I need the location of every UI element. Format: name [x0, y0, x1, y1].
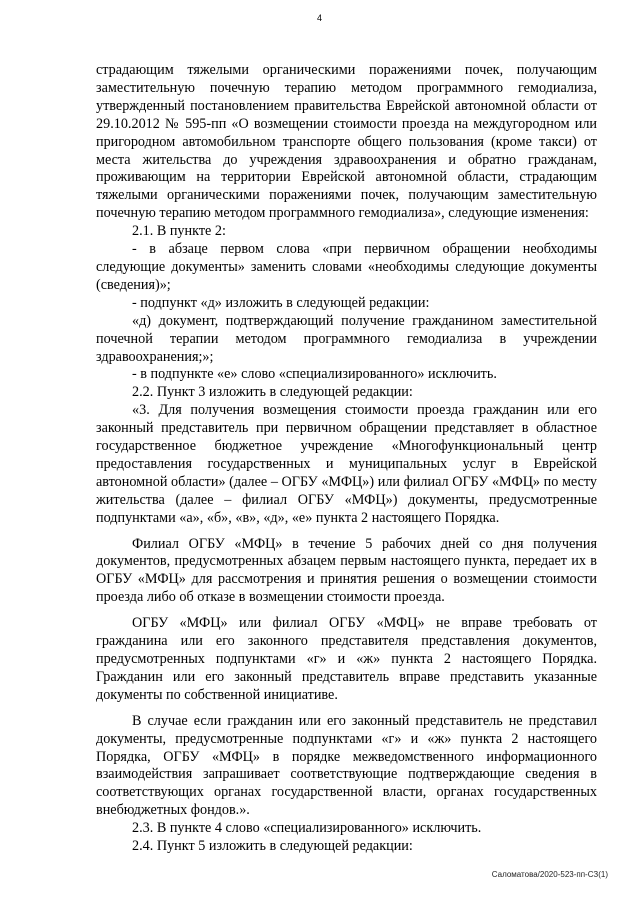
paragraph-branch-transfer: Филиал ОГБУ «МФЦ» в течение 5 рабочих дней со дня получения документов, предусмотренных абзацем первым настоящего пункта, передает их в ОГБУ «МФЦ» для рассмотрения и принятия решения о возмещении стоимости проезда либо об отказе в возмещении стоимости проезда. — [96, 535, 597, 606]
paragraph-2-1-heading: 2.1. В пункте 2: — [132, 223, 226, 240]
paragraph-2-3: 2.3. В пункте 4 слово «специализированного» исключить. — [132, 820, 482, 837]
paragraph-2-2-heading: 2.2. Пункт 3 изложить в следующей редакции: — [132, 384, 413, 401]
paragraph-intro: страдающим тяжелыми органическими поражениями почек, получающим заместительную почечную терапию методом программного гемодиализа, утвержденный постановлением правительства Еврейской автономной области от 29.10.2012 № 595-пп «О возмещении стоимости проезда на междугородном или пригородном автомобильном транспорте общего пользования (кроме такси) от места жительства до учреждения здравоохранения и обратно гражданам, проживающим на территории Еврейской автономной области, страдающим тяжелыми органическими поражениями почек, получающим заместительную почечную терапию методом программного гемодиализа», следующие изменения: — [96, 62, 597, 222]
page-number: 4 — [316, 13, 322, 23]
paragraph-2-4: 2.4. Пункт 5 изложить в следующей редакции: — [132, 838, 413, 855]
paragraph-no-require: ОГБУ «МФЦ» или филиал ОГБУ «МФЦ» не вправе требовать от гражданина или его законного представителя представления документов, предусмотренных подпунктами «г» и «ж» пункта 2 настоящего Порядка. Гражданин или его законный представитель вправе представить указанные документы по собственной инициативе. — [96, 615, 597, 703]
paragraph-subitem-d-text: «д) документ, подтверждающий получение гражданином заместительной почечной терапии методом программного гемодиализа в учреждении здравоохранения;»; — [96, 312, 597, 365]
paragraph-2-1-item-e: - в подпункте «е» слово «специализированного» исключить. — [132, 366, 497, 383]
paragraph-point-3: «3. Для получения возмещения стоимости проезда гражданин или его законный представитель при первичном обращении представляет в областное государственное бюджетное учреждение «Многофункциональный центр предоставления государственных и муниципальных услуг в Еврейской автономной области» (далее – ОГБУ «МФЦ») или филиал ОГБУ «МФЦ» по месту жительства (далее – филиал ОГБУ «МФЦ») документы, предусмотренные подпунктами «а», «б», «в», «д», «е» пункта 2 настоящего Порядка. — [96, 402, 597, 526]
paragraph-interagency: В случае если гражданин или его законный представитель не представил документы, предусмотренные подпунктами «г» и «ж» пункта 2 настоящего Порядка, ОГБУ «МФЦ» в порядке межведомственного информационного взаимодействия запрашивает соответствующие подтверждающие сведения в соответствующих органах государственной власти, органах государственных внебюджетных фондов.». — [96, 712, 597, 819]
paragraph-2-1-item-first: - в абзаце первом слова «при первичном обращении необходимы следующие документы» заменить словами «необходимы следующие документы (сведения)»; — [96, 241, 597, 293]
paragraph-2-1-item-d: - подпункт «д» изложить в следующей редакции: — [132, 294, 430, 311]
document-body — [96, 62, 597, 856]
document-code: Саломатова/2020-523-пп-СЗ(1) — [491, 870, 608, 879]
